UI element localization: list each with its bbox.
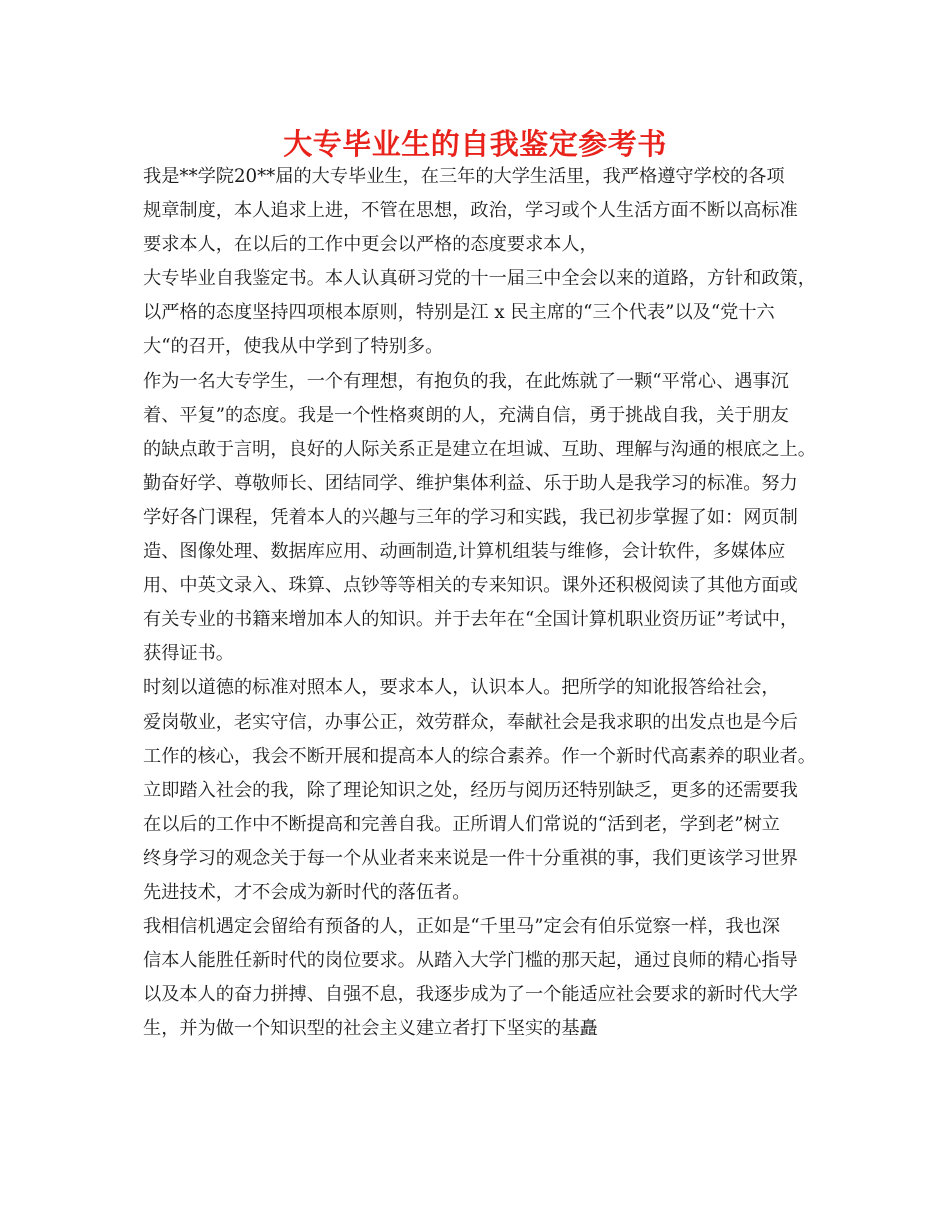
body-line: 我相信机遇定会留给有预备的人，正如是“千里马”定会有伯乐觉察一样，我也深 — [143, 916, 780, 938]
body-line: 要求本人，在以后的工作中更会以严格的态度要求本人， — [143, 234, 598, 256]
body-line: 工作的核心，我会不断开展和提高本人的综合素养。作一个新时代高素养的职业者。 — [143, 745, 816, 767]
body-line: 大“的召开，使我从中学到了特别多。 — [143, 336, 444, 358]
body-line: 获得证书。 — [143, 643, 234, 665]
body-line: 信本人能胜任新时代的岗位要求。从踏入大学门槛的那天起，通过良师的精心指导 — [143, 950, 798, 972]
body-line: 先进技术，才不会成为新时代的落伍者。 — [143, 881, 471, 903]
body-line: 时刻以道德的标准对照本人，要求本人，认识本人。把所学的知讹报答给社会， — [143, 677, 780, 699]
body-line: 生，并为做一个知识型的社会主义建立者打下坚实的基矗 — [143, 1018, 598, 1040]
body-line: 爱岗敬业，老实守信，办事公正，效劳群众，奉献社会是我求职的出发点也是今后 — [143, 711, 798, 733]
body-line: 作为一名大专学生，一个有理想，有抱负的我，在此炼就了一颗“平常心、遇事沉 — [143, 370, 789, 392]
body-line: 以及本人的奋力拼搏、自强不息，我逐步成为了一个能适应社会要求的新时代大学 — [143, 984, 798, 1006]
body-line: 在以后的工作中不断提高和完善自我。正所谓人们常说的“活到老，学到老”树立 — [143, 813, 780, 835]
body-line: 造、图像处理、数据库应用、动画制造,计算机组装与维修，会计软件，多媒体应 — [143, 541, 786, 563]
body-line: 有关专业的书籍来增加本人的知识。并于去年在“全国计算机职业资历证”考试中， — [143, 609, 799, 631]
body-line: 的缺点敢于言明，良好的人际关系正是建立在坦诚、互助、理解与沟通的根底之上。 — [143, 438, 816, 460]
body-line: 大专毕业自我鉴定书。本人认真研习党的十一届三中全会以来的道路，方针和政策， — [143, 268, 816, 290]
body-line: 以严格的态度坚持四项根本原则，特别是江 x 民主席的“三个代表”以及“党十六 — [143, 302, 775, 324]
body-line: 我是**学院20**届的大专毕业生，在三年的大学生活里，我严格遵守学校的各项 — [143, 166, 785, 187]
body-line: 终身学习的观念关于每一个从业者来来说是一件十分重祺的事，我们更该学习世界 — [143, 847, 798, 869]
body-line: 立即踏入社会的我，除了理论知识之处，经历与阅历还特别缺乏，更多的还需要我 — [143, 779, 798, 801]
body-line: 学好各门课程，凭着本人的兴趣与三年的学习和实践，我已初步掌握了如：网页制 — [143, 506, 798, 528]
document-body — [143, 160, 833, 1046]
body-line: 勤奋好学、尊敬师长、团结同学、维护集体利益、乐于助人是我学习的标准。努力 — [143, 472, 798, 494]
body-line: 着、平复”的态度。我是一个性格爽朗的人，充满自信，勇于挑战自我，关于朋友 — [143, 404, 789, 426]
body-line: 用、中英文录入、珠算、点钞等等相关的专来知识。课外还积极阅读了其他方面或 — [143, 575, 798, 597]
document-title: 大专毕业生的自我鉴定参考书 — [283, 127, 667, 161]
body-line: 规章制度，本人追求上进，不管在思想，政治，学习或个人生活方面不断以高标准 — [143, 200, 798, 222]
